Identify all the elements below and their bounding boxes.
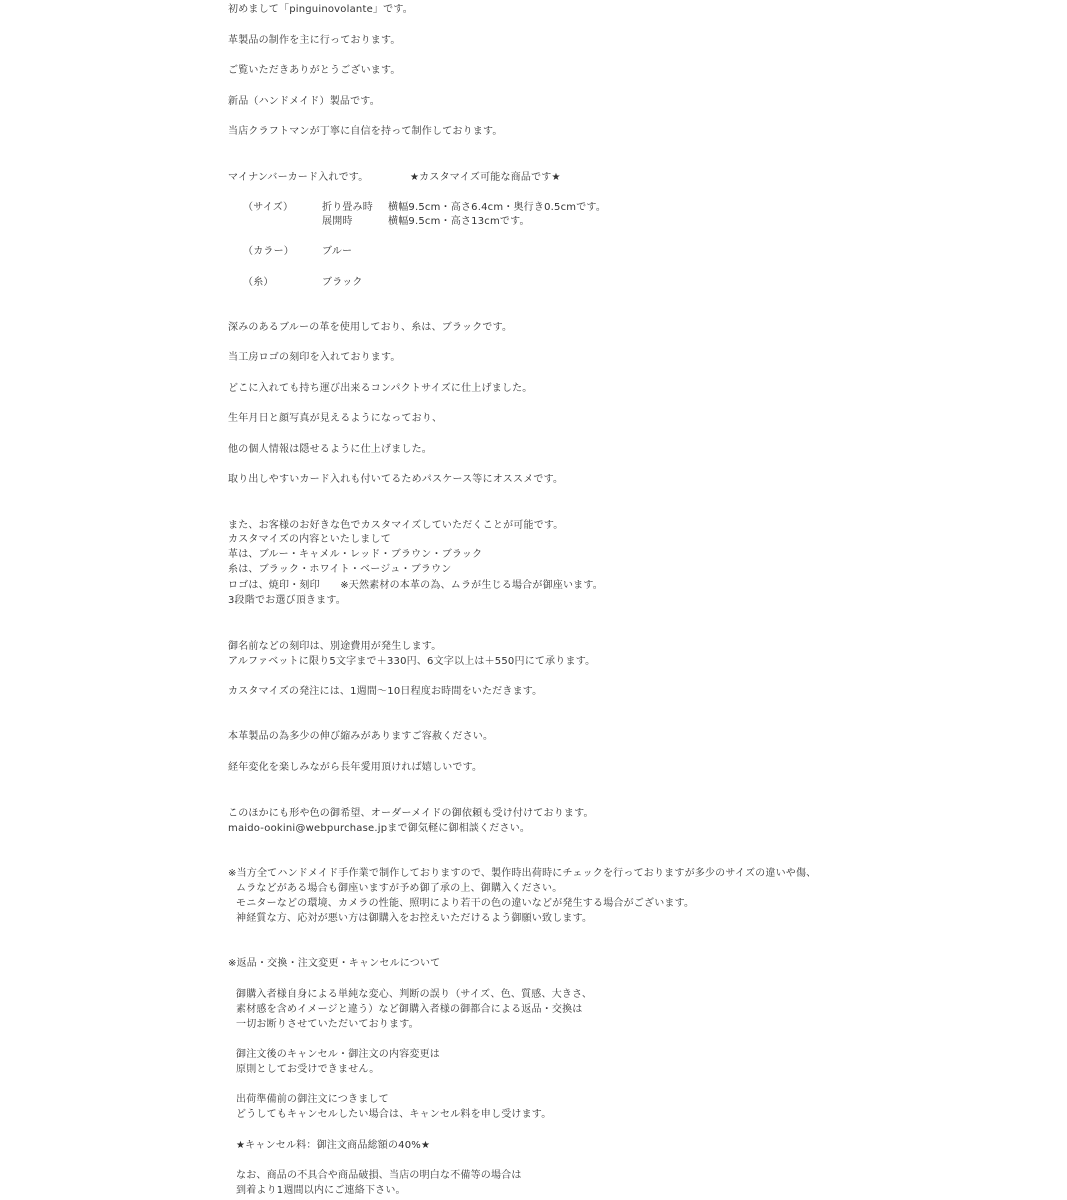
intro-crafted: 当店クラフトマンが丁寧に自信を持って制作しております。 — [228, 126, 503, 137]
customize-line: カスタマイズの内容といたしまして — [228, 534, 391, 545]
engraving-line: 御名前などの刻印は、別途費用が発生します。 — [228, 641, 442, 652]
description-line: どこに入れても持ち運び出来るコンパクトサイズに仕上げました。 — [228, 383, 533, 394]
leather-note: 経年変化を楽しみながら長年愛用頂ければ嬉しいです。 — [228, 762, 483, 773]
customize-line: 糸は、ブラック・ホワイト・ベージュ・ブラウン — [228, 564, 452, 575]
handmade-notice-line: ムラなどがある場合も御座いますが予め御了承の上、御購入ください。 — [236, 883, 563, 894]
description-line: 取り出しやすいカード入れも付いてるためパスケース等にオススメです。 — [228, 474, 564, 485]
spec-label: （サイズ） — [243, 202, 294, 213]
returns-heading: ※返品・交換・注文変更・キャンセルについて — [228, 958, 441, 969]
returns-line: 出荷準備前の御注文につきまして — [236, 1094, 389, 1105]
customize-line: 3段階でお選び頂きます。 — [228, 595, 346, 606]
handmade-notice-line: ※当方全てハンドメイド手作業で制作しておりますので、製作時出荷時にチェックを行っておりますが多少のサイズの違いや傷、 — [228, 868, 817, 879]
intro-greeting: 初めまして「pinguinovolante」です。 — [228, 4, 413, 15]
handmade-notice-line: モニターなどの環境、カメラの性能、照明により若干の色の違いなどが発生する場合がございます。 — [236, 898, 695, 909]
leather-note: 本革製品の為多少の伸び縮みがありますご容赦ください。 — [228, 731, 494, 742]
intro-new-item: 新品（ハンドメイド）製品です。 — [228, 96, 380, 107]
returns-line: どうしてもキャンセルしたい場合は、キャンセル料を申し受けます。 — [236, 1109, 552, 1120]
spec-label: （カラー） — [243, 246, 294, 257]
returns-line: 素材感を含めイメージと違う）など御購入者様の御都合による返品・交換は — [236, 1004, 583, 1015]
description-line: 生年月日と顔写真が見えるようになっており、 — [228, 413, 443, 424]
customizable-badge: ★カスタマイズ可能な商品です★ — [410, 172, 561, 183]
customize-line: また、お客様のお好きな色でカスタマイズしていただくことが可能です。 — [228, 520, 564, 531]
spec-value: 横幅9.5cm・高さ13cmです。 — [388, 216, 530, 227]
returns-line: なお、商品の不具合や商品破損、当店の明白な不備等の場合は — [236, 1170, 522, 1181]
description-line: 深みのあるブルーの革を使用しており、糸は、ブラックです。 — [228, 322, 513, 333]
returns-line: 一切お断りさせていただいております。 — [236, 1019, 419, 1030]
intro-thanks: ご覧いただきありがとうございます。 — [228, 65, 401, 76]
spec-sub: 折り畳み時 — [322, 202, 373, 213]
returns-line: 御注文後のキャンセル・御注文の内容変更は — [236, 1049, 440, 1060]
engraving-line: アルファベットに限り5文字まで＋330円、6文字以上は＋550円にて承ります。 — [228, 656, 596, 667]
customize-line: ロゴは、焼印・刻印 ※天然素材の本革の為、ムラが生じる場合が御座います。 — [228, 580, 603, 591]
product-name: マイナンバーカード入れです。 — [228, 172, 369, 183]
spec-value: ブルー — [322, 246, 353, 257]
spec-sub: 展開時 — [322, 216, 353, 227]
returns-line: 御購入者様自身による単純な変心、判断の誤り（サイズ、色、質感、大きさ、 — [236, 989, 593, 1000]
order-info-line: このほかにも形や色の御希望、オーダーメイドの御依頼も受け付けております。 — [228, 808, 594, 819]
description-line: 当工房ロゴの刻印を入れております。 — [228, 352, 401, 363]
cancel-fee: ★キャンセル料：御注文商品総額の40%★ — [236, 1140, 431, 1151]
intro-business: 革製品の制作を主に行っております。 — [228, 35, 401, 46]
description-line: 他の個人情報は隠せるように仕上げました。 — [228, 444, 432, 455]
returns-line: 到着より1週間以内にご連絡下さい。 — [236, 1185, 406, 1196]
handmade-notice-line: 神経質な方、応対が悪い方は御購入をお控えいただけるよう御願い致します。 — [236, 913, 593, 924]
customize-line: 革は、ブルー・キャメル・レッド・ブラウン・ブラック — [228, 549, 483, 560]
lead-time: カスタマイズの発注には、1週間～10日程度お時間をいただきます。 — [228, 686, 543, 697]
returns-line: 原則としてお受けできません。 — [236, 1064, 380, 1075]
order-info-email: maido-ookini@webpurchase.jpまで御気軽に御相談ください。 — [228, 823, 531, 834]
spec-value: ブラック — [322, 277, 363, 288]
spec-label: （糸） — [243, 277, 274, 288]
spec-value: 横幅9.5cm・高さ6.4cm・奥行き0.5cmです。 — [388, 202, 607, 213]
